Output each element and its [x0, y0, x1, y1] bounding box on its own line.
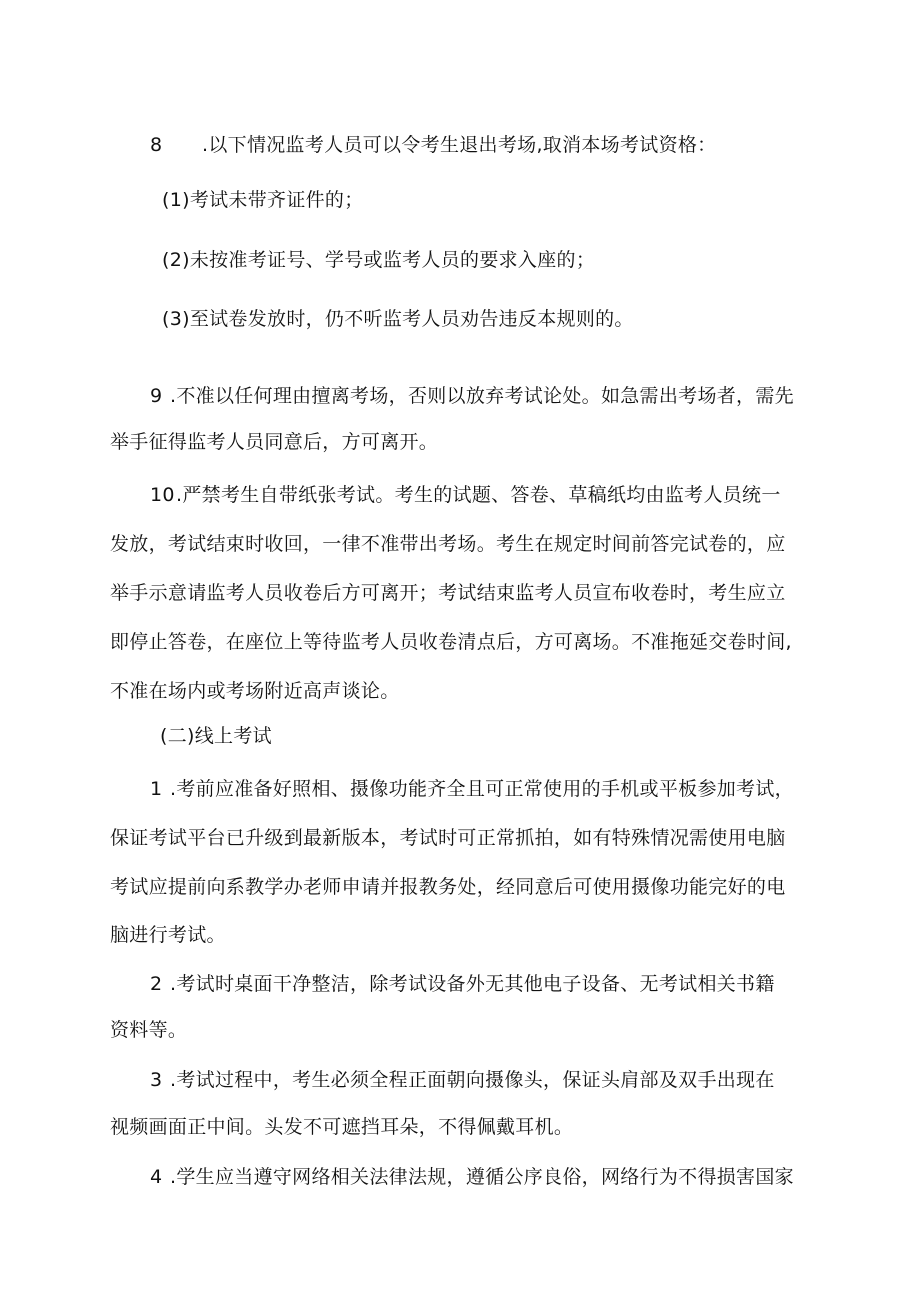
online-item-4-number: 4 — [150, 1166, 163, 1188]
item-9-line-1 — [150, 382, 794, 410]
online-item-2-line-1 — [150, 970, 775, 998]
sub-item-2: (2)未按准考证号、学号或监考人员的要求入座的； — [162, 249, 596, 271]
item-8-number: 8 — [150, 134, 163, 156]
online-item-1-line-1 — [150, 775, 794, 803]
online-item-1-line-4: 脑进行考试。 — [110, 924, 226, 946]
online-item-1-line-3: 考试应提前向系教学办老师申请并报教务处，经同意后可使用摄像功能完好的电 — [110, 876, 786, 898]
sub-item-1: (1)考试未带齐证件的； — [162, 189, 364, 211]
item-9-line-2: 举手征得监考人员同意后，方可离开。 — [110, 431, 439, 453]
online-item-3-line-2: 视频画面正中间。头发不可遮挡耳朵，不得佩戴耳机。 — [110, 1116, 574, 1138]
sub-item-3: (3)至试卷发放时，仍不听监考人员劝告违反本规则的。 — [162, 308, 634, 330]
item-9-text-1: .不准以任何理由擅离考场，否则以放弃考试论处。如急需出考场者，需先 — [170, 385, 794, 407]
online-item-1-text-1: .考前应准备好照相、摄像功能齐全且可正常使用的手机或平板参加考试， — [170, 778, 794, 800]
online-item-4-line-1 — [150, 1163, 794, 1191]
online-item-1-line-2: 保证考试平台已升级到最新版本，考试时可正常抓拍，如有特殊情况需使用电脑 — [110, 827, 786, 849]
online-item-1-number: 1 — [150, 778, 163, 800]
section-title-online-exam: (二)线上考试 — [160, 725, 272, 747]
item-8-text: .以下情况监考人员可以令考生退出考场,取消本场考试资格： — [202, 134, 717, 156]
online-item-3-number: 3 — [150, 1069, 163, 1091]
online-item-3-text-1: .考试过程中，考生必须全程正面朝向摄像头，保证头肩部及双手出现在 — [170, 1069, 775, 1091]
item-10-line-1 — [150, 481, 781, 509]
online-item-3-line-1 — [150, 1066, 775, 1094]
online-item-2-line-2: 资料等。 — [110, 1019, 188, 1041]
online-item-4-text-1: .学生应当遵守网络相关法律法规，遵循公序良俗，网络行为不得损害国家 — [170, 1166, 794, 1188]
online-item-2-number: 2 — [150, 973, 163, 995]
item-10-number: 10 — [150, 484, 175, 506]
item-10-line-2: 发放，考试结束时收回，一律不准带出考场。考生在规定时间前答完试卷的，应 — [110, 533, 786, 555]
item-10-line-4: 即停止答卷，在座位上等待监考人员收卷清点后，方可离场。不准拖延交卷时间, — [110, 631, 792, 653]
item-9-number: 9 — [150, 385, 163, 407]
item-10-text-1: .严禁考生自带纸张考试。考生的试题、答卷、草稿纸均由监考人员统一 — [176, 484, 781, 506]
item-8-line — [150, 131, 716, 159]
item-10-line-3: 举手示意请监考人员收卷后方可离开；考试结束监考人员宣布收卷时，考生应立 — [110, 582, 786, 604]
item-10-line-5: 不准在场内或考场附近高声谈论。 — [110, 680, 400, 702]
online-item-2-text-1: .考试时桌面干净整洁，除考试设备外无其他电子设备、无考试相关书籍 — [170, 973, 775, 995]
